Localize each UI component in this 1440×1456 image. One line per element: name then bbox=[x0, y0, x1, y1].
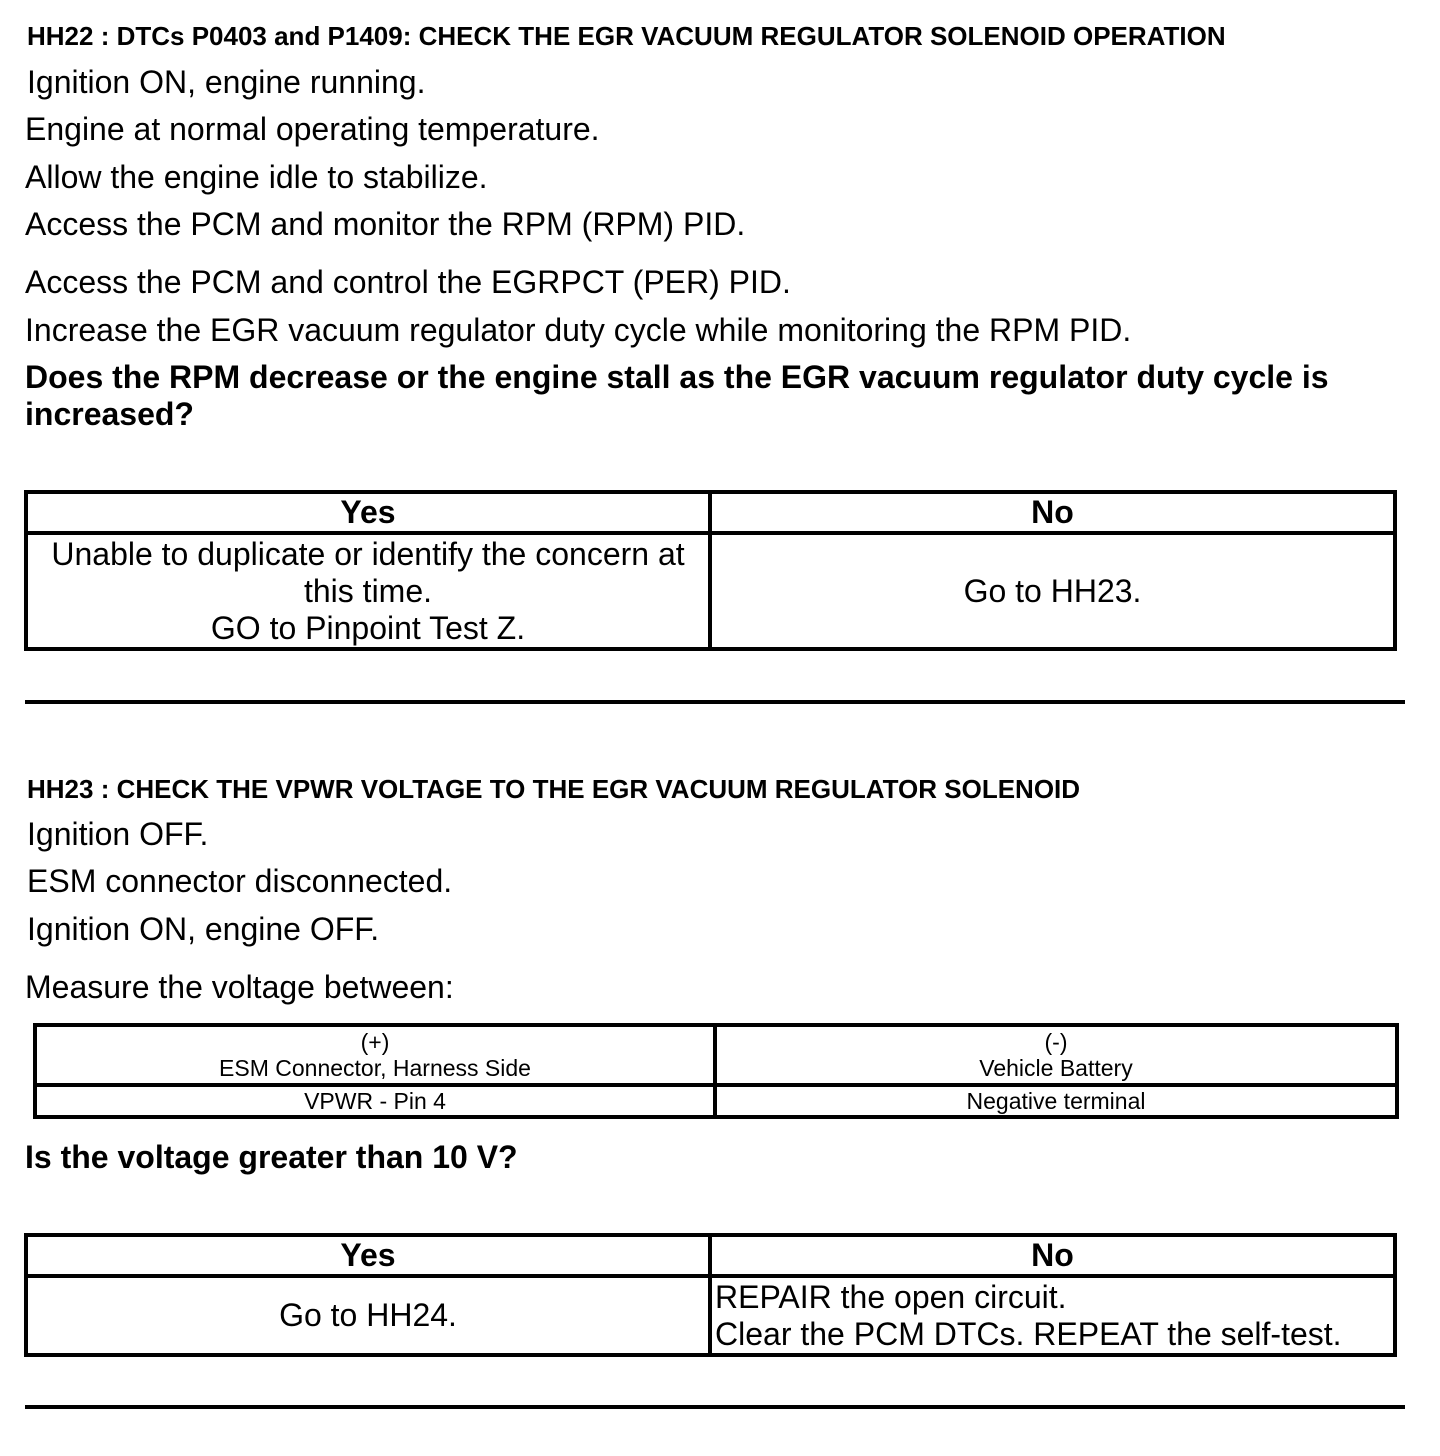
pos-symbol: (+) bbox=[360, 1029, 390, 1055]
hh22-answer-table bbox=[24, 490, 1397, 651]
hh22-step-3: Allow the engine idle to stabilize. bbox=[25, 159, 488, 195]
hh22-step-5: Access the PCM and control the EGRPCT (PER) PID. bbox=[25, 264, 791, 300]
hh22-step-4: Access the PCM and monitor the RPM (RPM) PID. bbox=[25, 206, 746, 242]
hh22-yes-cell bbox=[26, 533, 710, 649]
hh23-yes-header: Yes bbox=[26, 1235, 710, 1276]
measurement-table bbox=[33, 1023, 1399, 1119]
hh23-yes-text: Go to HH24. bbox=[279, 1297, 457, 1333]
neg-value: Negative terminal bbox=[715, 1085, 1397, 1117]
section-divider-2 bbox=[25, 1405, 1405, 1409]
hh22-question: Does the RPM decrease or the engine stall as the EGR vacuum regulator duty cycle is increased? bbox=[25, 359, 1329, 432]
hh22-step-1: Ignition ON, engine running. bbox=[27, 64, 426, 100]
hh23-step-1: Ignition OFF. bbox=[27, 816, 209, 852]
hh22-no-cell bbox=[710, 533, 1395, 649]
hh23-step-4: Measure the voltage between: bbox=[25, 969, 454, 1005]
pos-value: VPWR - Pin 4 bbox=[35, 1085, 715, 1117]
measurement-neg-header bbox=[715, 1025, 1397, 1085]
hh22-step-2: Engine at normal operating temperature. bbox=[25, 111, 600, 147]
measurement-pos-header bbox=[35, 1025, 715, 1085]
section-divider-1 bbox=[25, 700, 1405, 704]
hh23-no-header: No bbox=[710, 1235, 1395, 1276]
hh23-step-2: ESM connector disconnected. bbox=[27, 863, 453, 899]
hh23-yes-cell bbox=[26, 1276, 710, 1355]
hh23-no-line-2: Clear the PCM DTCs. REPEAT the self-test. bbox=[715, 1315, 1342, 1352]
hh22-yes-line-3: GO to Pinpoint Test Z. bbox=[210, 609, 526, 646]
hh23-step-3: Ignition ON, engine OFF. bbox=[27, 911, 380, 947]
hh23-no-line-1: REPAIR the open circuit. bbox=[715, 1278, 1067, 1315]
hh22-yes-header: Yes bbox=[26, 492, 710, 533]
hh22-yes-line-2: this time. bbox=[303, 572, 433, 609]
neg-symbol: (-) bbox=[1044, 1029, 1068, 1055]
hh23-question: Is the voltage greater than 10 V? bbox=[25, 1139, 518, 1175]
hh23-answer-table bbox=[24, 1233, 1397, 1357]
hh22-no-text: Go to HH23. bbox=[963, 572, 1142, 609]
hh23-heading: HH23 : CHECK THE VPWR VOLTAGE TO THE EGR VACUUM REGULATOR SOLENOID bbox=[27, 774, 1081, 804]
hh22-no-header: No bbox=[710, 492, 1395, 533]
hh23-no-cell bbox=[710, 1276, 1395, 1355]
pos-label: ESM Connector, Harness Side bbox=[219, 1055, 531, 1081]
hh22-heading: HH22 : DTCs P0403 and P1409: CHECK THE EGR VACUUM REGULATOR SOLENOID OPERATION bbox=[27, 21, 1226, 51]
neg-label: Vehicle Battery bbox=[979, 1055, 1133, 1081]
hh22-step-6: Increase the EGR vacuum regulator duty cycle while monitoring the RPM PID. bbox=[25, 312, 1132, 348]
hh22-yes-line-1: Unable to duplicate or identify the concern at bbox=[51, 535, 685, 572]
